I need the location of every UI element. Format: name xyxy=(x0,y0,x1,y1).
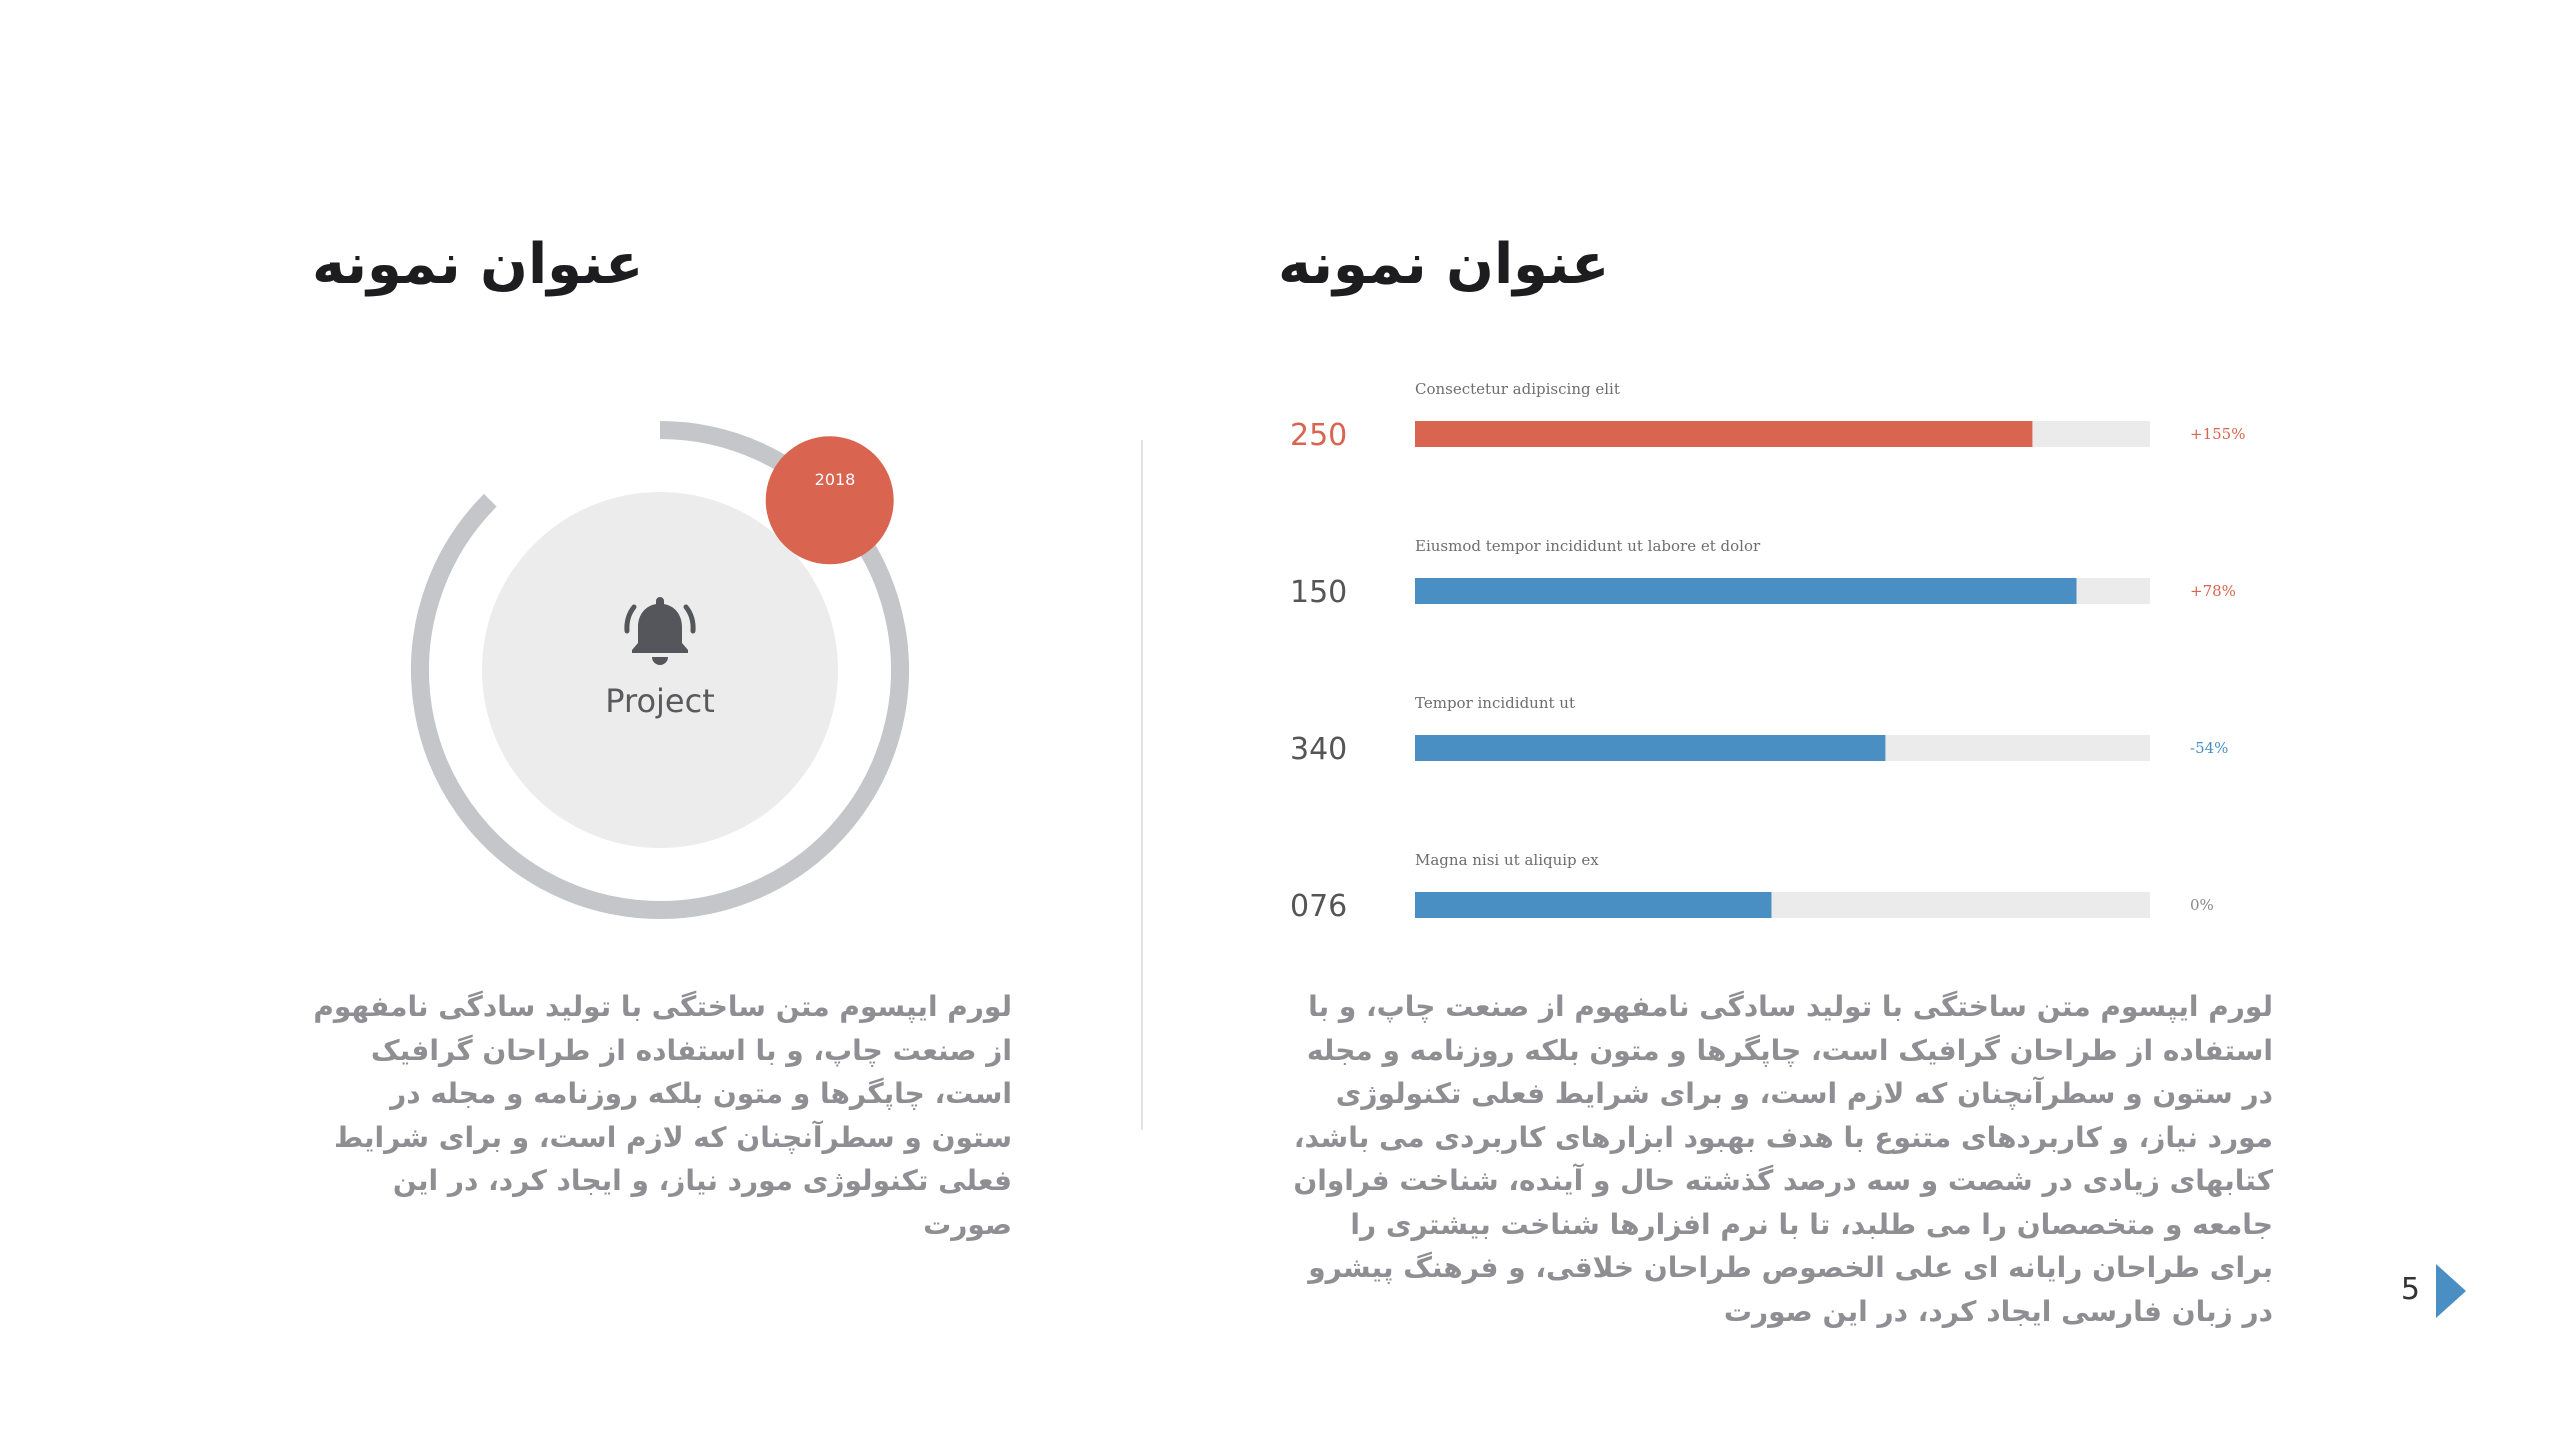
bar-value-label: 250 xyxy=(1290,418,1348,453)
horizontal-bar-chart xyxy=(1290,370,2260,930)
bar-fill xyxy=(1415,578,2077,604)
bar-fill xyxy=(1415,735,1885,761)
bar-caption: Tempor incididunt ut xyxy=(1415,694,1575,712)
year-badge-circle xyxy=(766,436,894,564)
bar-value-label: 076 xyxy=(1290,889,1348,924)
bar-value-label: 340 xyxy=(1290,732,1348,767)
bar-caption: Magna nisi ut aliquip ex xyxy=(1415,851,1599,869)
bar-value-label: 150 xyxy=(1290,575,1348,610)
bar-fill xyxy=(1415,892,1771,918)
bar-change-label: +155% xyxy=(2190,425,2246,443)
bell-icon xyxy=(620,587,700,667)
project-label: Project xyxy=(605,682,715,720)
bar-change-label: +78% xyxy=(2190,582,2236,600)
bar-change-label: 0% xyxy=(2190,896,2214,914)
page-number: 5 xyxy=(2400,1272,2420,1307)
bar-caption: Eiusmod tempor incididunt ut labore et dolor xyxy=(1415,537,1761,555)
bar-caption: Consectetur adipiscing elit xyxy=(1415,380,1620,398)
left-section-title: عنوان نمونه xyxy=(312,232,644,297)
next-arrow-icon[interactable] xyxy=(2436,1264,2466,1318)
left-description: لورم ایپسوم متن ساختگی با تولید سادگی نامفهوم از صنعت چاپ، و با استفاده از طراحان گرافیک است، چاپگرها و متون بلکه روزنامه و مجله در ستون و سطرآنچنان که لازم است، و برای شرایط فعلی تکنولوژی مورد نیاز، و ایجاد کرد، در این صورت xyxy=(313,990,1012,1241)
next-arrow-shape xyxy=(2436,1264,2466,1318)
right-description: لورم ایپسوم متن ساختگی با تولید سادگی نامفهوم از صنعت چاپ، و با استفاده از طراحان گرافیک است، چاپگرها و متون بلکه روزنامه و مجله در ستون و سطرآنچنان که لازم است، و برای شرایط فعلی تکنولوژی مورد نیاز، و کاربردهای متنوع با هدف بهبود ابزارهای کاربردی می باشد، کتابهای زیادی در شصت و سه درصد گذشته حال و آینده، شناخت فراوان جامعه و متخصصان را می طلبد، تا با نرم افزارها شناخت بیشتری را برای طراحان رایانه ای علی الخصوص طراحان خلاقی، و فرهنگ پیشرو در زبان فارسی ایجاد کرد، در این صورت xyxy=(1293,990,2273,1328)
bar-fill xyxy=(1415,421,2032,447)
year-badge-label: 2018 xyxy=(814,470,856,489)
bar-change-label: -54% xyxy=(2190,739,2229,757)
column-divider xyxy=(1141,440,1143,1130)
right-section-title: عنوان نمونه xyxy=(1278,232,1610,297)
